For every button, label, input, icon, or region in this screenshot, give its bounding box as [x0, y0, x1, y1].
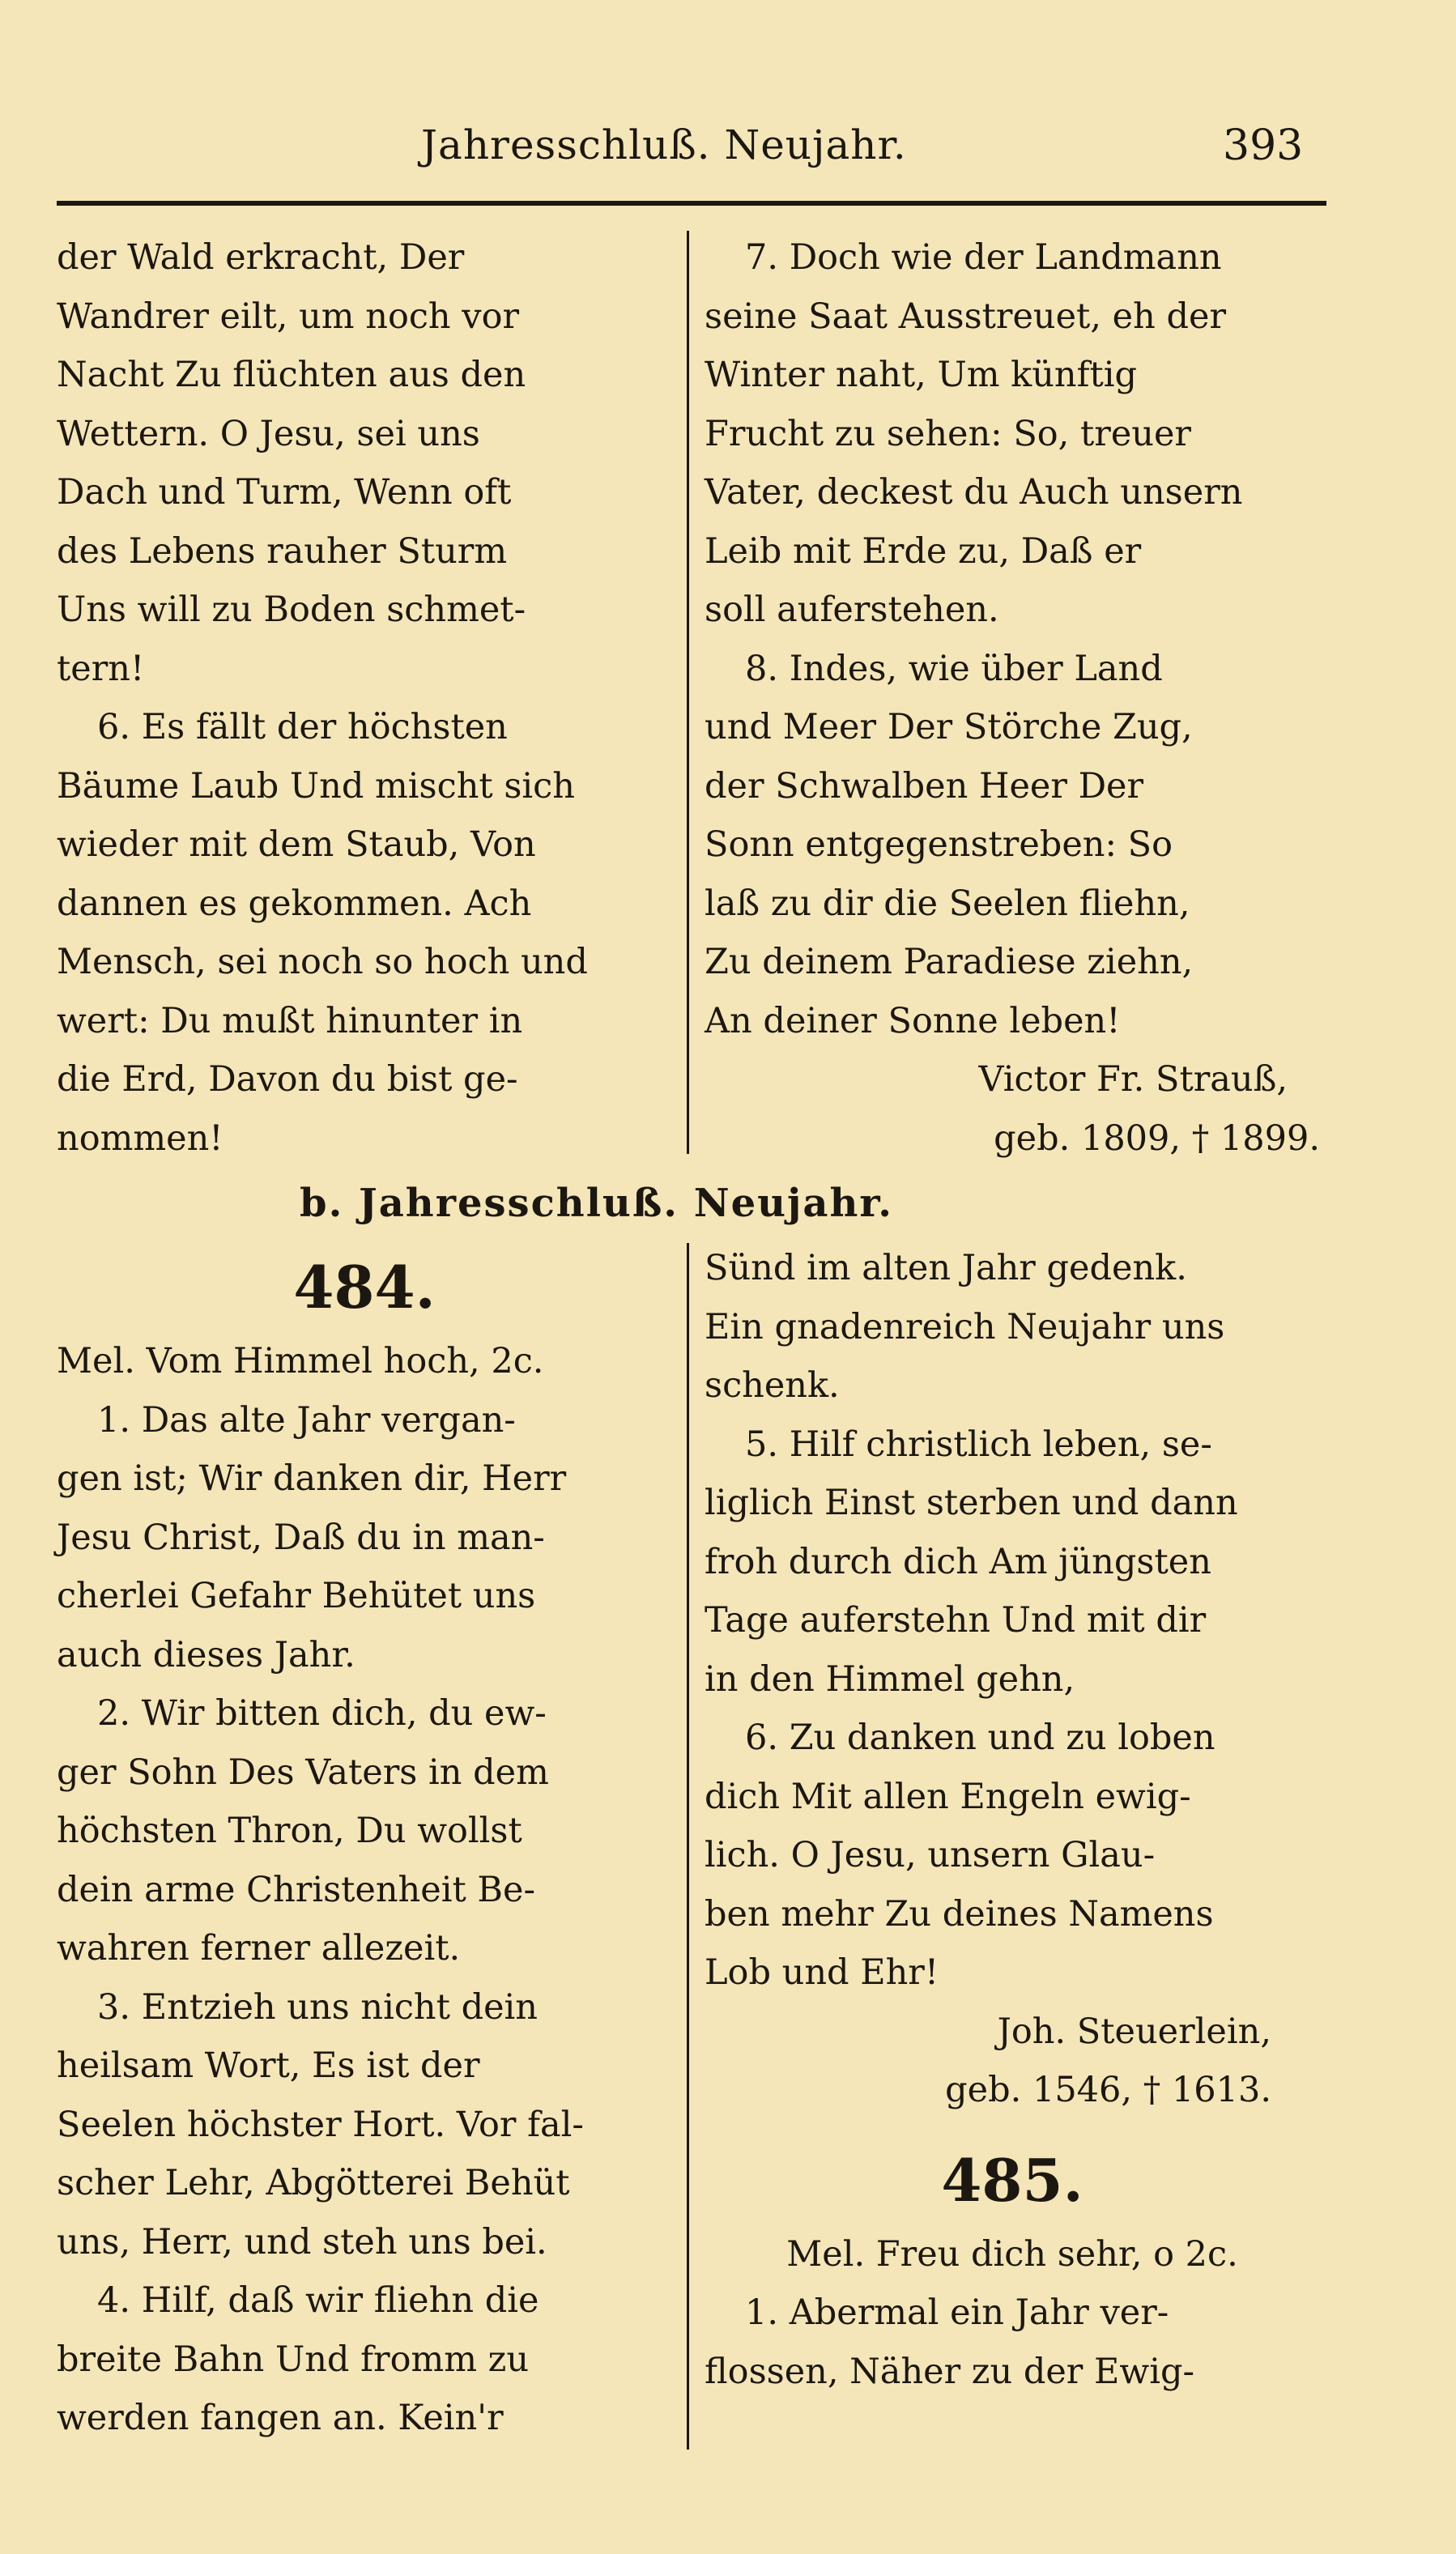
text-line: laß zu dir die Seelen fliehn, [705, 883, 1190, 924]
text-line: Dach und Turm, Wenn oft [57, 472, 512, 513]
text-line: Jesu Christ, Daß du in man- [57, 1517, 545, 1558]
text-line: Sünd im alten Jahr gedenk. [705, 1248, 1187, 1288]
text-line: dich Mit allen Engeln ewig- [705, 1776, 1191, 1817]
running-title: Jahresschluß. Neujahr. [421, 121, 907, 168]
author-attribution [705, 2003, 1320, 2120]
text-line: höchsten Thron, Du wollst [57, 1811, 522, 1851]
text-line: Sonn entgegenstreben: So [705, 824, 1173, 865]
text-line: froh durch dich Am jüngsten [705, 1541, 1211, 1582]
text-line: 6. Zu danken und zu loben [745, 1718, 1215, 1758]
text-line: Tage auferstehn Und mit dir [705, 1600, 1207, 1641]
text-line: gen ist; Wir danken dir, Herr [57, 1458, 567, 1499]
text-line: Wettern. O Jesu, sei uns [57, 413, 480, 454]
text-line: wert: Du mußt hinunter in [57, 1000, 523, 1041]
text-line: breite Bahn Und fromm zu [57, 2339, 530, 2380]
text-line: liglich Einst sterben und dann [705, 1483, 1238, 1523]
text-line: 5. Hilf christlich leben, se- [745, 1424, 1212, 1465]
text-line: ger Sohn Des Vaters in dem [57, 1752, 549, 1793]
text-line: Winter naht, Um künftig [705, 355, 1138, 395]
text-line: heilsam Wort, Es ist der [57, 2045, 480, 2086]
top-left-column [57, 228, 672, 1168]
author-dates: geb. 1546, † 1613. [945, 2070, 1271, 2110]
text-line: 6. Es fällt der höchsten [97, 707, 508, 747]
header-rule [57, 201, 1326, 206]
text-line: des Lebens rauher Sturm [57, 530, 508, 572]
text-line: Zu deinem Paradiese ziehn, [705, 942, 1194, 982]
text-line: Uns will zu Boden schmet- [57, 590, 526, 630]
melody-line: Mel. Vom Himmel hoch, 2c. [57, 1341, 544, 1381]
text-line: lich. O Jesu, unsern Glau- [705, 1835, 1156, 1875]
text-line: werden fangen an. Kein'r [57, 2398, 504, 2438]
text-line: soll auferstehen. [705, 590, 999, 630]
text-line: flossen, Näher zu der Ewig- [705, 2351, 1195, 2392]
hymn-484-continued-column [705, 1239, 1320, 2401]
text-line: 2. Wir bitten dich, du ew- [97, 1693, 547, 1734]
text-line: ben mehr Zu deines Namens [705, 1893, 1214, 1935]
hymn-number: 484. [293, 1253, 436, 1322]
text-line: Nacht Zu flüchten aus den [57, 355, 526, 395]
column-divider-bottom [687, 1243, 689, 2450]
text-line: Seelen höchster Hort. Vor fal- [57, 2104, 584, 2145]
column-divider-top [687, 231, 689, 1154]
text-line: An deiner Sonne leben! [705, 1000, 1121, 1041]
text-line: dannen es gekommen. Ach [57, 883, 532, 924]
top-right-column [705, 228, 1320, 1168]
text-line: wahren ferner allezeit. [57, 1928, 461, 1969]
melody-line: Mel. Freu dich sehr, o 2c. [786, 2233, 1238, 2275]
text-line: scher Lehr, Abgötterei Behüt [57, 2163, 570, 2203]
text-line: und Meer Der Störche Zug, [705, 707, 1193, 747]
text-line: 4. Hilf, daß wir fliehn die [97, 2280, 539, 2321]
text-line: die Erd, Davon du bist ge- [57, 1059, 518, 1100]
author-attribution [705, 1050, 1320, 1168]
text-line: nommen! [57, 1117, 224, 1159]
author-name: Victor Fr. Strauß, [978, 1059, 1288, 1100]
text-line: seine Saat Ausstreuet, eh der [705, 296, 1227, 337]
text-line: Ein gnadenreich Neujahr uns [705, 1306, 1225, 1347]
author-dates: geb. 1809, † 1899. [994, 1117, 1320, 1159]
text-line: schenk. [705, 1365, 840, 1406]
text-line: 8. Indes, wie über Land [745, 648, 1163, 689]
text-line: Lob und Ehr! [705, 1952, 939, 1993]
text-line: 3. Entzieh uns nicht dein [97, 1986, 538, 2028]
text-line: 7. Doch wie der Landmann [745, 237, 1222, 278]
text-line: Vater, deckest du Auch unsern [705, 472, 1243, 513]
author-name: Joh. Steuerlein, [997, 2011, 1271, 2052]
text-line: 1. Abermal ein Jahr ver- [745, 2292, 1169, 2333]
text-line: Frucht zu sehen: So, treuer [705, 413, 1191, 454]
text-line: der Schwalben Heer Der [705, 765, 1144, 807]
text-line: auch dieses Jahr. [57, 1634, 355, 1675]
text-line: uns, Herr, und steh uns bei. [57, 2221, 547, 2262]
text-line: dein arme Christenheit Be- [57, 1869, 535, 1910]
text-line: cherlei Gefahr Behütet uns [57, 1576, 536, 1616]
hymn-number: 485. [941, 2145, 1083, 2215]
text-line: tern! [57, 648, 145, 689]
text-line: Wandrer eilt, um noch vor [57, 296, 520, 337]
section-title: b. Jahresschluß. Neujahr. [300, 1181, 893, 1226]
text-line: Leib mit Erde zu, Daß er [705, 530, 1142, 572]
text-line: 1. Das alte Jahr vergan- [97, 1399, 516, 1441]
text-line: der Wald erkracht, Der [57, 237, 465, 278]
text-line: Mensch, sei noch so hoch und [57, 942, 588, 982]
page-number: 393 [1223, 121, 1304, 170]
text-line: wieder mit dem Staub, Von [57, 824, 536, 865]
text-line: Bäume Laub Und mischt sich [57, 765, 575, 807]
text-line: in den Himmel gehn, [705, 1658, 1075, 1700]
hymn-484-column [57, 1243, 672, 2448]
